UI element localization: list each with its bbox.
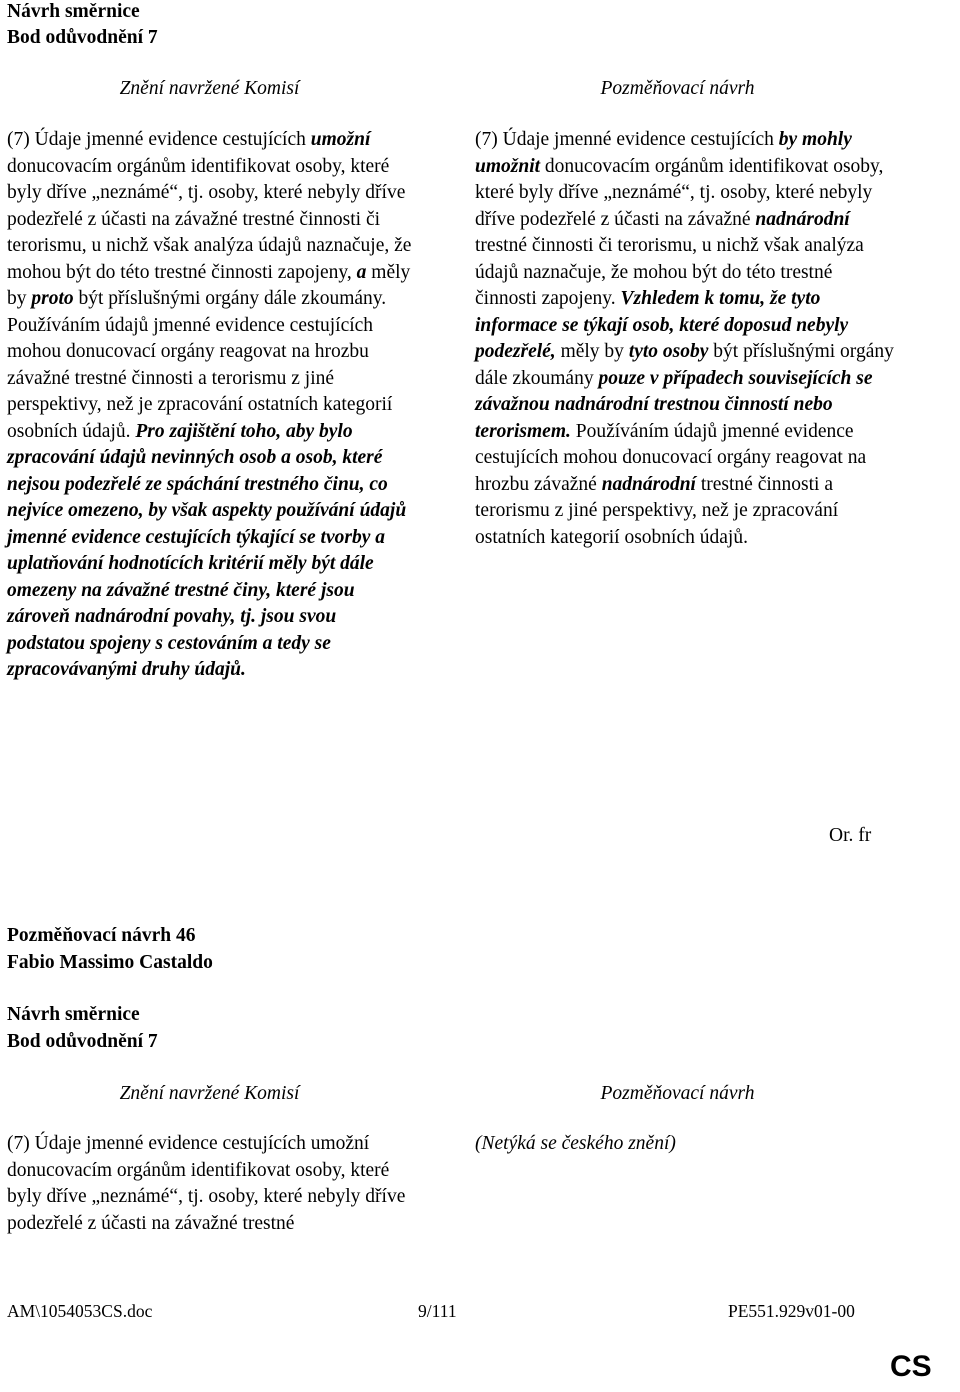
commission-text-body: (7) Údaje jmenné evidence cestujících umožní donucovacím orgánům identifikovat osoby, které byly dříve „neznámé“, tj. osoby, které nebyly dříve podezřelé z účasti na závažné trestné činnosti či terorismu, u nichž však analýza údajů naznačuje, že mohou být do této trestné činnosti zapojeny, a měly by proto být příslušnými orgány dále zkoumány. Používáním údajů jmenné evidence cestujících mohou donucovací orgány reagovat na hrozbu závažné trestné činnosti a terorismu z jiné perspektivy, než je zpracování ostatních kategorií osobních údajů. Pro zajištění toho, aby bylo zpracování údajů nevinných osob a osob, které nejsou podezřelé ze spáchání trestného činu, co nejvíce omezeno, by však aspekty používání údajů jmenné evidence cestujících týkající se tvorby a uplatňování hodnotících kritérií měly být dále omezeny na závažné trestné činy, které jsou zároveň nadnárodní povahy, tj. jsou svou podstatou spojeny s cestováním a tedy se zpracovávanými druhy údajů. (7, 129, 412, 680)
recital-label-2: Bod odůvodnění 7 (7, 1031, 158, 1052)
commission-text-header-2: Znění navržené Komisí (119, 1083, 300, 1104)
amendment-text-body: (7) Údaje jmenné evidence cestujících by mohly umožnit donucovacím orgánům identifikovat osoby, které byly dříve „neznámé“, tj. osoby, které nebyly dříve podezřelé z účasti na závažné nadnárodní trestné činnosti či terorismu, u nichž však analýza údajů naznačuje, že mohou být do této trestné činnosti zapojeny. Vzhledem k tomu, že tyto informace se týkají osob, které doposud nebyly podezřelé, měly by tyto osoby být příslušnými orgány dále zkoumány pouze v případech souvisejících se závažnou nadnárodní trestnou činností nebo terorismem. Používáním údajů jmenné evidence cestujících mohou donucovací orgány reagovat na hrozbu závažné nadnárodní trestné činnosti a terorismu z jiné perspektivy, než je zpracování ostatních kategorií osobních údajů. (475, 129, 894, 548)
amendment-number: Pozměňovací návrh 46 (7, 925, 196, 946)
directive-title-2: Návrh směrnice (7, 1004, 140, 1025)
footer-doc-reference: AM\1054053CS.doc (7, 1301, 153, 1321)
commission-text-header: Znění navržené Komisí (119, 78, 300, 99)
amendment-header-2: Pozměňovací návrh (600, 1083, 755, 1104)
recital-label: Bod odůvodnění 7 (7, 27, 158, 48)
original-language: Or. fr (829, 825, 872, 846)
directive-title: Návrh směrnice (7, 1, 140, 22)
amendment-header: Pozměňovací návrh (600, 78, 755, 99)
amendment-text-body-2: (Netýká se českého znění) (475, 1133, 676, 1154)
footer-page-number: 9/111 (418, 1301, 457, 1321)
footer-pe-reference: PE551.929v01-00 (728, 1301, 855, 1321)
amendment-author: Fabio Massimo Castaldo (7, 952, 213, 973)
footer-language-code: CS (890, 1350, 932, 1383)
commission-text-body-2: (7) Údaje jmenné evidence cestujících umožní donucovacím orgánům identifikovat osoby, které byly dříve „neznámé“, tj. osoby, které nebyly dříve podezřelé z účasti na závažné trestné (7, 1133, 406, 1234)
